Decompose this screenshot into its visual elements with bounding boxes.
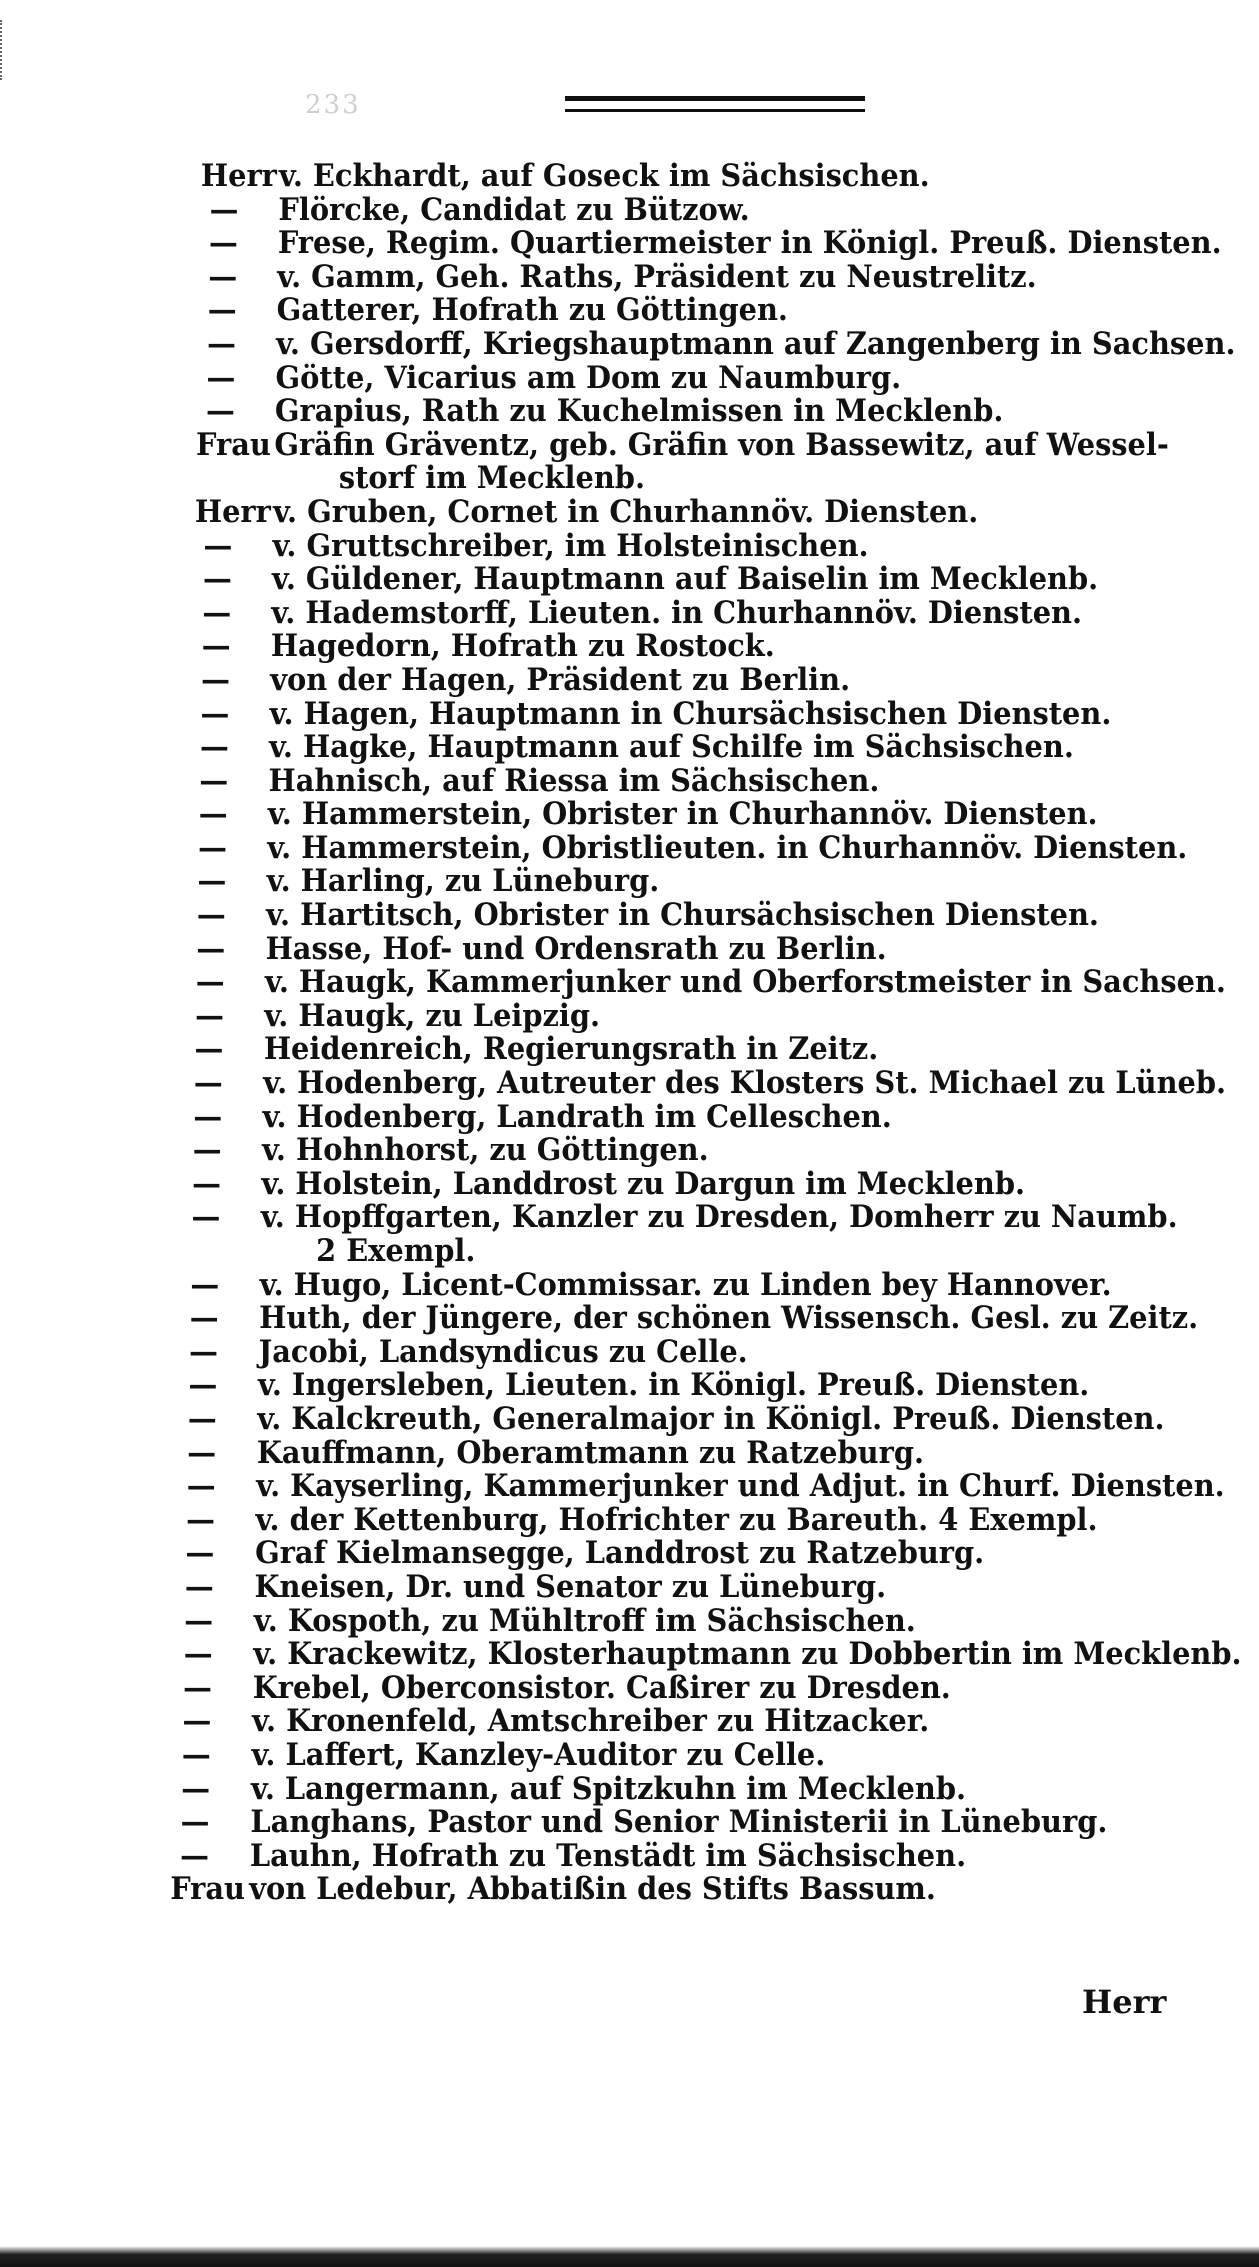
entry-text: Frese, Regim. Quartiermeister in Königl. Preuß. Diensten. [277,225,1222,262]
entry-lead: — [198,829,227,866]
entry-lead: — [189,1333,218,1370]
list-item [0,325,1236,362]
header-rule [565,96,865,112]
list-item [0,1235,1171,1269]
list-item [0,1033,1171,1067]
list-item [0,594,1171,631]
list-item [0,1873,1171,1907]
entry-lead: — [200,695,230,732]
entry-text: Gatterer, Hofrath zu Göttingen. [276,292,788,329]
entry-lead: — [184,1568,214,1605]
entry-text: v. Güldener, Hauptmann auf Baiselin im Mecklenb. [271,561,1099,598]
entry-lead: — [191,1199,221,1236]
entry-lead: — [206,359,236,396]
entry-lead: — [181,1736,211,1773]
entry-text: v. Krackewitz, Klosterhauptmann zu Dobbertin im Mecklenb. [253,1636,1242,1673]
list-item [0,1806,1171,1840]
entry-lead: — [199,762,229,799]
list-item [0,527,1171,564]
entry-lead: — [202,594,232,631]
entry-lead: — [186,1501,215,1538]
entry-lead: — [203,527,233,564]
list-item [0,1636,1242,1673]
subscriber-list [0,160,1259,1907]
entry-text: v. Ingersleben, Lieuten. in Königl. Preuß. Diensten. [257,1367,1090,1404]
entry-lead: — [182,1703,212,1740]
entry-text: v. Harling, zu Lüneburg. [266,863,660,900]
entry-lead: — [181,1770,211,1807]
list-item [0,798,1171,832]
entry-text: v. Holstein, Landdrost zu Dargun im Mecklenb. [261,1165,1026,1202]
entry-text: v. Kalckreuth, Generalmajor in Königl. Preuß. Diensten. [257,1400,1165,1437]
entry-lead: — [209,191,239,228]
list-item [0,1537,1171,1571]
list-item [0,731,1171,765]
list-item [0,191,1171,228]
entry-text: v. Gamm, Geh. Raths, Präsident zu Neustrelitz. [277,258,1037,295]
list-item [0,493,1171,530]
list-item [0,563,1171,597]
list-item [0,1705,1171,1739]
entry-lead: — [195,964,225,1001]
list-item [0,258,1171,295]
entry-lead: — [193,1065,223,1102]
list-item [0,695,1171,732]
entry-lead: — [189,1300,219,1337]
entry-text: v. Hohnhorst, zu Göttingen. [262,1132,709,1169]
list-item [0,294,1171,328]
list-item [0,1199,1178,1236]
entry-lead: — [180,1804,210,1841]
list-item [0,359,1171,396]
entry-text: 2 Exempl. [316,1233,476,1269]
entry-text: v. Hammerstein, Obrister in Churhannöv. Diensten. [267,796,1098,833]
entry-text: v. Hagke, Hauptmann auf Schilfe im Sächsischen. [269,729,1074,766]
list-item [0,395,1171,429]
entry-lead: — [202,561,232,598]
entry-text: Huth, der Jüngere, der schönen Wissensch. Gesl. zu Zeitz. [259,1300,1199,1337]
entry-text: v. Hademstorff, Lieuten. in Churhannöv. Diensten. [271,594,1083,631]
entry-lead: — [208,258,238,295]
entry-text: Jacobi, Landsyndicus zu Celle. [258,1333,748,1370]
scan-edge-mark [0,20,6,80]
entry-text: v. Eckhardt, auf Goseck im Sächsischen. [279,158,930,194]
entry-text: v. der Kettenburg, Hofrichter zu Bareuth. 4 Exempl. [255,1501,1098,1538]
list-item [0,762,1171,799]
entry-text: von Ledebur, Abbatißin des Stifts Bassum. [249,1871,936,1908]
list-item [0,1134,1171,1168]
entry-text: v. Kospoth, zu Mühltroff im Sächsischen. [253,1602,916,1639]
entry-lead: — [194,1031,224,1068]
entry-text: v. Haugk, zu Leipzig. [264,997,601,1034]
entry-lead: — [192,1165,221,1202]
list-item [0,1736,1171,1773]
list-item [0,1400,1171,1437]
list-item [0,1468,1225,1505]
list-item [0,1501,1171,1538]
entry-lead: — [192,1132,222,1169]
entry-text: Heidenreich, Regierungsrath in Zeitz. [263,1031,879,1068]
entry-lead: — [185,1535,215,1572]
entry-lead: — [183,1669,212,1706]
list-item [0,930,1171,967]
entry-lead: — [187,1434,217,1471]
entry-lead: — [193,1098,223,1135]
entry-text: v. Laffert, Kanzley-Auditor zu Celle. [251,1736,826,1773]
entry-lead: — [195,997,224,1034]
list-item [0,462,1171,496]
entry-text: v. Hodenberg, Autreuter des Klosters St. Michael zu Lüneb. [263,1065,1227,1102]
entry-text: Langhans, Pastor und Senior Ministerii in Lüneburg. [250,1804,1108,1841]
entry-lead: — [183,1636,213,1673]
list-item [0,1770,1171,1807]
scan-bottom-edge [0,2246,1259,2267]
list-item [0,1333,1171,1370]
entry-lead: — [207,325,236,362]
entry-text: Götte, Vicarius am Dom zu Naumburg. [275,359,902,396]
catchword: Herr [1082,1983,1167,2021]
list-item [0,1837,1171,1874]
entry-lead: — [197,863,227,900]
entry-text: Lauhn, Hofrath zu Tenstädt im Sächsischen. [249,1837,967,1874]
list-item [0,426,1171,463]
entry-lead: — [199,729,229,766]
entry-text: Kauffmann, Oberamtmann zu Ratzeburg. [256,1434,925,1471]
entry-lead: Herr [200,158,277,194]
entry-text: v. Gersdorff, Kriegshauptmann auf Zangenberg in Sachsen. [276,325,1236,362]
entry-lead: — [208,225,238,262]
entry-text: von der Hagen, Präsident zu Berlin. [270,661,851,698]
list-item [0,964,1226,1001]
entry-text: v. Kayserling, Kammerjunker und Adjut. in Churf. Diensten. [256,1468,1225,1505]
entry-text: Flörcke, Candidat zu Bützow. [278,191,750,228]
entry-lead: Frau [196,426,271,463]
entry-text: v. Kronenfeld, Amtschreiber zu Hitzacker. [252,1703,930,1740]
list-item [0,829,1188,866]
entry-text: Hahnisch, auf Riessa im Sächsischen. [268,762,880,799]
list-item [0,1434,1171,1471]
entry-text: v. Hagen, Hauptmann in Chursächsischen Diensten. [269,695,1112,732]
list-item [0,1098,1171,1135]
entry-text: Kneisen, Dr. und Senator zu Lüneburg. [254,1568,887,1605]
entry-lead: — [196,897,226,934]
entry-lead: — [180,1837,209,1874]
entry-lead: — [207,292,237,329]
entry-text: v. Hartitsch, Obrister in Chursächsischen Diensten. [266,897,1099,934]
entry-lead: — [184,1602,214,1639]
list-item [0,865,1171,899]
entry-lead: — [188,1367,218,1404]
entry-lead: — [186,1468,216,1505]
list-item [0,1602,1171,1639]
entry-text: Grapius, Rath zu Kuchelmissen in Mecklenb. [274,393,1004,430]
list-item [0,1266,1171,1303]
entry-lead: — [201,628,231,665]
entry-text: Hagedorn, Hofrath zu Rostock. [270,628,775,665]
page-number: 233 [305,90,361,120]
entry-lead: — [190,1266,220,1303]
entry-text: v. Hugo, Licent-Commissar. zu Linden bey Hannover. [259,1266,1112,1303]
entry-lead: Frau [170,1871,245,1908]
list-item [0,160,1171,194]
list-item [0,1568,1171,1605]
list-item [0,1669,1171,1706]
entry-lead: — [201,661,230,698]
list-item [0,1065,1227,1102]
entry-text: Hasse, Hof- und Ordensrath zu Berlin. [265,930,887,967]
entry-text: Krebel, Oberconsistor. Caßirer zu Dresden. [252,1669,951,1706]
entry-text: v. Haugk, Kammerjunker und Oberforstmeister in Sachsen. [264,964,1226,1001]
entry-lead: — [198,796,228,833]
entry-text: v. Hodenberg, Landrath im Celleschen. [262,1098,892,1135]
list-item [0,225,1222,262]
entry-text: Gräfin Gräventz, geb. Gräfin von Bassewitz, auf Wessel- [274,426,1169,463]
list-item [0,661,1171,698]
entry-text: v. Hammerstein, Obristlieuten. in Churhannöv. Diensten. [267,829,1188,866]
entry-text: Graf Kielmansegge, Landdrost zu Ratzeburg. [255,1535,985,1572]
list-item [0,997,1171,1034]
entry-lead: — [187,1400,217,1437]
list-item [0,1369,1171,1403]
entry-text: v. Hopffgarten, Kanzler zu Dresden, Domherr zu Naumb. [260,1199,1178,1236]
entry-text: v. Gruben, Cornet in Churhannöv. Diensten. [273,493,979,530]
entry-lead: Herr [194,493,271,530]
entry-lead: — [196,930,226,967]
list-item [0,899,1171,933]
list-item [0,1165,1171,1202]
entry-text: storf im Mecklenb. [338,460,645,497]
list-item [0,1300,1199,1337]
list-item [0,630,1171,664]
entry-text: v. Langermann, auf Spitzkuhn im Mecklenb. [250,1770,967,1807]
entry-lead: — [205,393,235,430]
entry-text: v. Gruttschreiber, im Holsteinischen. [272,527,869,564]
